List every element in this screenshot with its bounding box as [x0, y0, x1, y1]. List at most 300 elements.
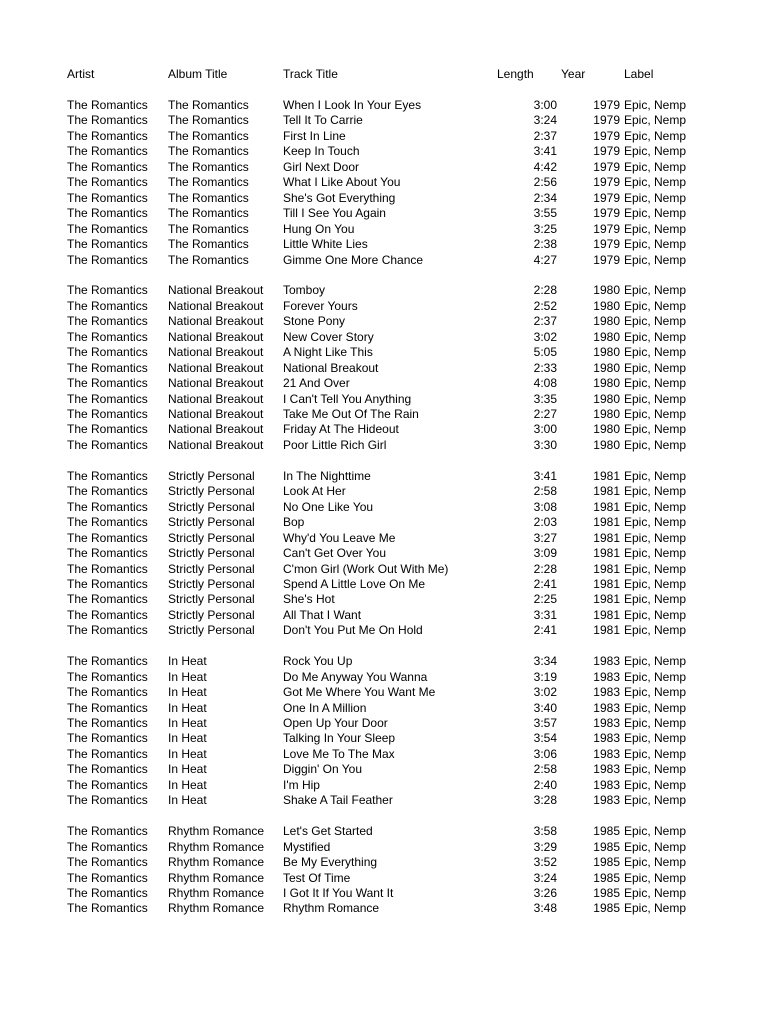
label-cell: Epic, Nemp: [624, 190, 686, 205]
year-cell: 1985: [593, 885, 620, 900]
length-cell: 3:34: [533, 654, 557, 669]
track-title-cell: Hung On You: [283, 221, 355, 236]
length-cell: 3:02: [533, 685, 557, 700]
label-cell: Epic, Nemp: [624, 623, 686, 638]
year-cell: 1985: [593, 901, 620, 916]
year-cell: 1980: [593, 391, 620, 406]
album-cell: In Heat: [168, 716, 207, 730]
artist-cell: The Romantics: [67, 190, 148, 205]
table-row: [0, 685, 768, 701]
header-track-title: Track Title: [283, 67, 338, 81]
artist-cell: The Romantics: [67, 700, 148, 715]
album-cell: The Romantics: [168, 159, 249, 174]
length-cell: 2:52: [533, 298, 557, 313]
table-row: [0, 98, 768, 114]
length-cell: 3:25: [533, 221, 557, 236]
length-cell: 2:58: [533, 762, 557, 777]
header-year: Year: [561, 67, 586, 81]
album-cell: Strictly Personal: [168, 561, 255, 576]
length-cell: 2:03: [533, 515, 557, 530]
label-cell: Epic, Nemp: [624, 98, 686, 112]
artist-cell: The Romantics: [67, 870, 148, 885]
length-cell: 3:35: [533, 391, 557, 406]
year-cell: 1980: [593, 329, 620, 344]
table-row: [0, 407, 768, 423]
length-cell: 2:28: [533, 561, 557, 576]
header-album-title: Album Title: [168, 67, 228, 81]
length-cell: 2:34: [533, 190, 557, 205]
table-row: [0, 376, 768, 392]
length-cell: 2:40: [533, 777, 557, 792]
table-row: [0, 716, 768, 732]
table-row: [0, 840, 768, 856]
track-title-cell: Don't You Put Me On Hold: [283, 623, 423, 638]
table-row: [0, 160, 768, 176]
table-row: [0, 314, 768, 330]
table-row: [0, 191, 768, 207]
label-cell: Epic, Nemp: [624, 283, 686, 298]
label-cell: Epic, Nemp: [624, 422, 686, 437]
year-cell: 1983: [593, 793, 620, 808]
year-cell: 1980: [593, 360, 620, 375]
table-row: [0, 422, 768, 438]
label-cell: Epic, Nemp: [624, 546, 686, 561]
artist-cell: The Romantics: [67, 98, 148, 112]
year-cell: 1983: [593, 746, 620, 761]
label-cell: Epic, Nemp: [624, 237, 686, 252]
label-cell: Epic, Nemp: [624, 499, 686, 514]
year-cell: 1979: [593, 221, 620, 236]
track-title-cell: All That I Want: [283, 607, 362, 622]
table-row: [0, 206, 768, 222]
track-title-cell: Rock You Up: [283, 654, 353, 669]
length-cell: 3:41: [533, 468, 557, 483]
album-cell: The Romantics: [168, 98, 249, 112]
track-title-cell: A Night Like This: [283, 345, 373, 360]
table-row: [0, 871, 768, 887]
artist-cell: The Romantics: [67, 484, 148, 499]
artist-cell: The Romantics: [67, 576, 148, 591]
album-cell: In Heat: [168, 762, 207, 777]
track-title-cell: Forever Yours: [283, 298, 358, 313]
label-cell: Epic, Nemp: [624, 159, 686, 174]
artist-cell: The Romantics: [67, 623, 148, 638]
table-row: [0, 113, 768, 129]
artist-cell: The Romantics: [67, 206, 148, 221]
table-row: [0, 299, 768, 315]
table-row: [0, 546, 768, 562]
artist-cell: The Romantics: [67, 159, 148, 174]
track-title-cell: Till I See You Again: [283, 206, 386, 221]
track-title-cell: Spend A Little Love On Me: [283, 576, 426, 591]
label-cell: Epic, Nemp: [624, 175, 686, 190]
year-cell: 1983: [593, 654, 620, 669]
year-cell: 1980: [593, 422, 620, 437]
year-cell: 1983: [593, 762, 620, 777]
album-cell: National Breakout: [168, 360, 264, 375]
table-row: [0, 701, 768, 717]
label-cell: Epic, Nemp: [624, 685, 686, 700]
label-cell: Epic, Nemp: [624, 221, 686, 236]
artist-cell: The Romantics: [67, 345, 148, 360]
artist-cell: The Romantics: [67, 546, 148, 561]
artist-cell: The Romantics: [67, 252, 148, 267]
track-title-cell: She's Got Everything: [283, 190, 396, 205]
year-cell: 1979: [593, 113, 620, 128]
artist-cell: The Romantics: [67, 885, 148, 900]
label-cell: Epic, Nemp: [624, 391, 686, 406]
artist-cell: The Romantics: [67, 468, 148, 483]
album-cell: In Heat: [168, 669, 207, 684]
artist-cell: The Romantics: [67, 515, 148, 530]
label-cell: Epic, Nemp: [624, 576, 686, 591]
artist-cell: The Romantics: [67, 175, 148, 190]
year-cell: 1979: [593, 206, 620, 221]
table-row: [0, 484, 768, 500]
label-cell: Epic, Nemp: [624, 762, 686, 777]
album-cell: National Breakout: [168, 407, 264, 421]
label-cell: Epic, Nemp: [624, 824, 686, 839]
year-cell: 1981: [593, 484, 620, 499]
album-cell: National Breakout: [168, 437, 264, 452]
artist-cell: The Romantics: [67, 407, 148, 421]
track-title-cell: Keep In Touch: [283, 144, 360, 159]
artist-cell: The Romantics: [67, 762, 148, 777]
header-row: [0, 67, 768, 83]
table-row: [0, 237, 768, 253]
artist-cell: The Romantics: [67, 731, 148, 746]
track-title-cell: Mystified: [283, 839, 331, 854]
album-cell: National Breakout: [168, 314, 264, 329]
table-row: [0, 283, 768, 299]
artist-cell: The Romantics: [67, 391, 148, 406]
table-row: [0, 793, 768, 809]
length-cell: 5:05: [533, 345, 557, 360]
year-cell: 1981: [593, 499, 620, 514]
label-cell: Epic, Nemp: [624, 654, 686, 669]
length-cell: 3:48: [533, 901, 557, 916]
year-cell: 1981: [593, 515, 620, 530]
label-cell: Epic, Nemp: [624, 314, 686, 329]
album-cell: National Breakout: [168, 391, 264, 406]
length-cell: 4:08: [533, 376, 557, 391]
year-cell: 1983: [593, 700, 620, 715]
artist-cell: The Romantics: [67, 824, 148, 839]
length-cell: 3:19: [533, 669, 557, 684]
artist-cell: The Romantics: [67, 592, 148, 607]
header-artist: Artist: [67, 67, 95, 81]
artist-cell: The Romantics: [67, 685, 148, 700]
label-cell: Epic, Nemp: [624, 669, 686, 684]
track-title-cell: 21 And Over: [283, 376, 350, 391]
track-title-cell: Poor Little Rich Girl: [283, 437, 387, 452]
year-cell: 1979: [593, 159, 620, 174]
table-row: [0, 222, 768, 238]
track-title-cell: I'm Hip: [283, 777, 320, 792]
length-cell: 2:33: [533, 360, 557, 375]
year-cell: 1981: [593, 592, 620, 607]
artist-cell: The Romantics: [67, 561, 148, 576]
year-cell: 1981: [593, 546, 620, 561]
album-cell: National Breakout: [168, 422, 264, 437]
track-title-cell: Got Me Where You Want Me: [283, 685, 436, 700]
label-cell: Epic, Nemp: [624, 144, 686, 159]
length-cell: 2:38: [533, 237, 557, 252]
label-cell: Epic, Nemp: [624, 901, 686, 916]
album-cell: National Breakout: [168, 345, 264, 360]
album-cell: The Romantics: [168, 221, 249, 236]
year-cell: 1980: [593, 298, 620, 313]
label-cell: Epic, Nemp: [624, 561, 686, 576]
table-row: [0, 654, 768, 670]
artist-cell: The Romantics: [67, 839, 148, 854]
table-row: [0, 824, 768, 840]
album-cell: The Romantics: [168, 144, 249, 159]
year-cell: 1981: [593, 576, 620, 591]
year-cell: 1983: [593, 731, 620, 746]
track-title-cell: Girl Next Door: [283, 159, 360, 174]
album-cell: Strictly Personal: [168, 607, 255, 622]
year-cell: 1979: [593, 237, 620, 252]
length-cell: 3:27: [533, 530, 557, 545]
length-cell: 3:02: [533, 329, 557, 344]
year-cell: 1980: [593, 314, 620, 329]
artist-cell: The Romantics: [67, 607, 148, 622]
album-cell: In Heat: [168, 731, 207, 746]
table-row: [0, 778, 768, 794]
album-cell: Strictly Personal: [168, 499, 255, 514]
table-row: [0, 901, 768, 917]
artist-cell: The Romantics: [67, 530, 148, 545]
year-cell: 1980: [593, 283, 620, 298]
album-cell: In Heat: [168, 746, 207, 761]
track-title-cell: Talking In Your Sleep: [283, 731, 396, 746]
album-cell: Strictly Personal: [168, 515, 255, 530]
label-cell: Epic, Nemp: [624, 855, 686, 870]
artist-cell: The Romantics: [67, 329, 148, 344]
artist-cell: The Romantics: [67, 777, 148, 792]
table-row: [0, 500, 768, 516]
track-title-cell: Why'd You Leave Me: [283, 530, 396, 545]
album-cell: Rhythm Romance: [168, 855, 265, 870]
artist-cell: The Romantics: [67, 746, 148, 761]
artist-cell: The Romantics: [67, 669, 148, 684]
album-cell: National Breakout: [168, 298, 264, 313]
year-cell: 1980: [593, 376, 620, 391]
artist-cell: The Romantics: [67, 499, 148, 514]
length-cell: 3:31: [533, 607, 557, 622]
year-cell: 1979: [593, 175, 620, 190]
album-cell: Strictly Personal: [168, 530, 255, 545]
length-cell: 4:42: [533, 159, 557, 174]
table-row: [0, 345, 768, 361]
album-cell: In Heat: [168, 793, 207, 808]
album-cell: Rhythm Romance: [168, 885, 265, 900]
length-cell: 3:30: [533, 437, 557, 452]
year-cell: 1983: [593, 777, 620, 792]
album-cell: National Breakout: [168, 376, 264, 391]
table-row: [0, 747, 768, 763]
track-title-cell: Bop: [283, 515, 305, 530]
table-row: [0, 361, 768, 377]
album-cell: In Heat: [168, 777, 207, 792]
length-cell: 2:58: [533, 484, 557, 499]
year-cell: 1985: [593, 870, 620, 885]
artist-cell: The Romantics: [67, 314, 148, 329]
album-cell: Strictly Personal: [168, 576, 255, 591]
album-cell: Strictly Personal: [168, 623, 255, 638]
album-cell: The Romantics: [168, 113, 249, 128]
year-cell: 1981: [593, 561, 620, 576]
table-row: [0, 330, 768, 346]
table-row: [0, 886, 768, 902]
table-row: [0, 392, 768, 408]
label-cell: Epic, Nemp: [624, 746, 686, 761]
artist-cell: The Romantics: [67, 221, 148, 236]
label-cell: Epic, Nemp: [624, 731, 686, 746]
track-title-cell: Diggin' On You: [283, 762, 363, 777]
table-row: [0, 762, 768, 778]
year-cell: 1979: [593, 190, 620, 205]
album-cell: Strictly Personal: [168, 484, 255, 499]
length-cell: 3:52: [533, 855, 557, 870]
label-cell: Epic, Nemp: [624, 530, 686, 545]
length-cell: 3:00: [533, 422, 557, 437]
track-title-cell: Rhythm Romance: [283, 901, 380, 916]
track-title-cell: First In Line: [283, 128, 346, 143]
track-title-cell: Love Me To The Max: [283, 746, 395, 761]
year-cell: 1981: [593, 607, 620, 622]
header-length: Length: [497, 67, 534, 81]
album-cell: The Romantics: [168, 190, 249, 205]
table-row: [0, 175, 768, 191]
artist-cell: The Romantics: [67, 437, 148, 452]
artist-cell: The Romantics: [67, 298, 148, 313]
artist-cell: The Romantics: [67, 113, 148, 128]
artist-cell: The Romantics: [67, 654, 148, 669]
length-cell: 3:58: [533, 824, 557, 839]
track-title-cell: What I Like About You: [283, 175, 401, 190]
year-cell: 1979: [593, 252, 620, 267]
table-row: [0, 623, 768, 639]
album-cell: The Romantics: [168, 237, 249, 252]
length-cell: 3:24: [533, 870, 557, 885]
length-cell: 3:00: [533, 98, 557, 112]
length-cell: 2:37: [533, 314, 557, 329]
label-cell: Epic, Nemp: [624, 607, 686, 622]
length-cell: 3:28: [533, 793, 557, 808]
length-cell: 4:27: [533, 252, 557, 267]
length-cell: 3:26: [533, 885, 557, 900]
year-cell: 1981: [593, 468, 620, 483]
table-row: [0, 577, 768, 593]
track-title-cell: I Got It If You Want It: [283, 885, 394, 900]
track-title-cell: She's Hot: [283, 592, 335, 607]
label-cell: Epic, Nemp: [624, 298, 686, 313]
year-cell: 1979: [593, 98, 620, 112]
year-cell: 1985: [593, 839, 620, 854]
track-title-cell: Can't Get Over You: [283, 546, 387, 561]
label-cell: Epic, Nemp: [624, 592, 686, 607]
label-cell: Epic, Nemp: [624, 515, 686, 530]
album-cell: Strictly Personal: [168, 546, 255, 561]
track-title-cell: No One Like You: [283, 499, 374, 514]
track-title-cell: Stone Pony: [283, 314, 346, 329]
artist-cell: The Romantics: [67, 901, 148, 916]
track-title-cell: Let's Get Started: [283, 824, 373, 839]
table-row: [0, 731, 768, 747]
label-cell: Epic, Nemp: [624, 206, 686, 221]
artist-cell: The Romantics: [67, 128, 148, 143]
label-cell: Epic, Nemp: [624, 345, 686, 360]
year-cell: 1983: [593, 716, 620, 730]
year-cell: 1981: [593, 623, 620, 638]
length-cell: 3:54: [533, 731, 557, 746]
artist-cell: The Romantics: [67, 793, 148, 808]
year-cell: 1980: [593, 437, 620, 452]
artist-cell: The Romantics: [67, 855, 148, 870]
artist-cell: The Romantics: [67, 716, 148, 730]
label-cell: Epic, Nemp: [624, 329, 686, 344]
length-cell: 2:41: [533, 623, 557, 638]
album-cell: In Heat: [168, 700, 207, 715]
header-label: Label: [624, 67, 654, 81]
artist-cell: The Romantics: [67, 376, 148, 391]
length-cell: 2:41: [533, 576, 557, 591]
length-cell: 3:09: [533, 546, 557, 561]
album-cell: Strictly Personal: [168, 592, 255, 607]
length-cell: 3:24: [533, 113, 557, 128]
track-title-cell: Tomboy: [283, 283, 326, 298]
track-title-cell: Open Up Your Door: [283, 716, 388, 730]
track-title-cell: When I Look In Your Eyes: [283, 98, 422, 112]
year-cell: 1985: [593, 824, 620, 839]
album-cell: The Romantics: [168, 175, 249, 190]
label-cell: Epic, Nemp: [624, 360, 686, 375]
year-cell: 1983: [593, 685, 620, 700]
year-cell: 1980: [593, 345, 620, 360]
table-row: [0, 670, 768, 686]
table-row: [0, 608, 768, 624]
track-title-cell: Do Me Anyway You Wanna: [283, 669, 428, 684]
label-cell: Epic, Nemp: [624, 113, 686, 128]
label-cell: Epic, Nemp: [624, 700, 686, 715]
album-cell: In Heat: [168, 685, 207, 700]
track-title-cell: I Can't Tell You Anything: [283, 391, 412, 406]
length-cell: 2:56: [533, 175, 557, 190]
album-cell: The Romantics: [168, 252, 249, 267]
track-title-cell: Friday At The Hideout: [283, 422, 399, 437]
track-title-cell: Take Me Out Of The Rain: [283, 407, 419, 421]
length-cell: 2:37: [533, 128, 557, 143]
year-cell: 1979: [593, 144, 620, 159]
label-cell: Epic, Nemp: [624, 484, 686, 499]
track-title-cell: Little White Lies: [283, 237, 368, 252]
year-cell: 1985: [593, 855, 620, 870]
artist-cell: The Romantics: [67, 360, 148, 375]
album-cell: National Breakout: [168, 329, 264, 344]
length-cell: 3:29: [533, 839, 557, 854]
track-title-cell: National Breakout: [283, 360, 379, 375]
track-title-cell: Be My Everything: [283, 855, 378, 870]
track-title-cell: C'mon Girl (Work Out With Me): [283, 561, 449, 576]
year-cell: 1979: [593, 128, 620, 143]
length-cell: 2:27: [533, 407, 557, 421]
label-cell: Epic, Nemp: [624, 252, 686, 267]
label-cell: Epic, Nemp: [624, 885, 686, 900]
table-row: [0, 531, 768, 547]
artist-cell: The Romantics: [67, 144, 148, 159]
